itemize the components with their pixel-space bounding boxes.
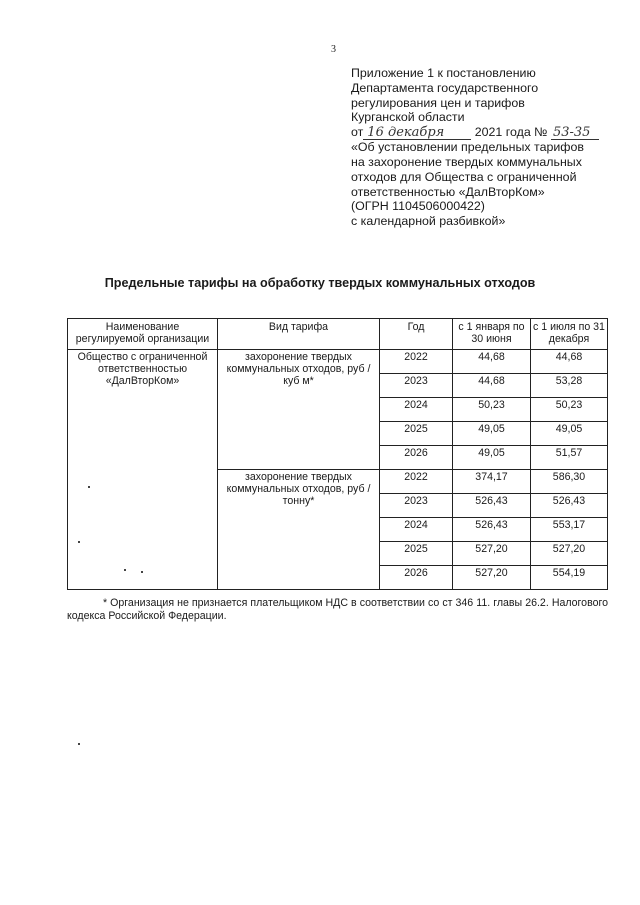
value-cell: 44,68 bbox=[453, 350, 531, 374]
header-year: Год bbox=[380, 319, 453, 350]
scan-speck bbox=[78, 743, 80, 745]
scan-speck bbox=[88, 486, 90, 488]
value-cell: 526,43 bbox=[453, 518, 531, 542]
header-organization: Наименование регулируемой организации bbox=[68, 319, 218, 350]
scan-speck bbox=[78, 541, 80, 543]
handwritten-date: 16 декабря bbox=[363, 127, 471, 140]
tariff-type-tonne: захоронение твердых коммунальных отходов, руб /тонну* bbox=[218, 470, 380, 590]
footnote: * Организация не признается плательщиком НДС в соответствии со ст 346 11. главы 26.2. Налогового кодекса Российской Федерации. bbox=[67, 597, 608, 622]
value-cell: 374,17 bbox=[453, 470, 531, 494]
organization-name: Общество с ограниченной ответственностью «ДалВторКом» bbox=[68, 350, 218, 590]
value-cell: 53,28 bbox=[531, 374, 608, 398]
header-first-half: с 1 января по 30 июня bbox=[453, 319, 531, 350]
value-cell: 44,68 bbox=[453, 374, 531, 398]
year-cell: 2023 bbox=[380, 494, 453, 518]
appendix-line: с календарной разбивкой» bbox=[351, 214, 506, 229]
year-cell: 2022 bbox=[380, 350, 453, 374]
appendix-line: (ОГРН 1104506000422) bbox=[351, 199, 485, 214]
year-cell: 2025 bbox=[380, 542, 453, 566]
value-cell: 51,57 bbox=[531, 446, 608, 470]
appendix-block bbox=[351, 66, 621, 229]
year-text: 2021 года № bbox=[474, 125, 548, 140]
value-cell: 527,20 bbox=[453, 566, 531, 590]
header-second-half: с 1 июля по 31 декабря bbox=[531, 319, 608, 350]
value-cell: 50,23 bbox=[453, 398, 531, 422]
appendix-line: Департамента государственного bbox=[351, 80, 539, 95]
value-cell: 49,05 bbox=[531, 422, 608, 446]
year-cell: 2024 bbox=[380, 518, 453, 542]
value-cell: 50,23 bbox=[531, 398, 608, 422]
appendix-line: на захоронение твердых коммунальных bbox=[351, 154, 582, 169]
value-cell: 49,05 bbox=[453, 422, 531, 446]
scan-speck bbox=[124, 569, 126, 571]
year-cell: 2024 bbox=[380, 398, 453, 422]
value-cell: 527,20 bbox=[453, 542, 531, 566]
from-prefix: от bbox=[351, 125, 364, 140]
value-cell: 554,19 bbox=[531, 566, 608, 590]
appendix-line: ответственностью «ДалВторКом» bbox=[351, 184, 545, 199]
value-cell: 553,17 bbox=[531, 518, 608, 542]
value-cell: 527,20 bbox=[531, 542, 608, 566]
page-number: 3 bbox=[331, 44, 336, 55]
document-title: Предельные тарифы на обработку твердых коммунальных отходов bbox=[104, 276, 536, 290]
handwritten-number: 53-35 bbox=[551, 127, 599, 140]
table-header-row bbox=[68, 319, 608, 350]
appendix-line: «Об установлении предельных тарифов bbox=[351, 140, 584, 155]
value-cell: 526,43 bbox=[453, 494, 531, 518]
scan-speck bbox=[141, 571, 143, 573]
value-cell: 49,05 bbox=[453, 446, 531, 470]
year-cell: 2022 bbox=[380, 470, 453, 494]
year-cell: 2025 bbox=[380, 422, 453, 446]
appendix-line: Приложение 1 к постановлению bbox=[351, 66, 536, 80]
appendix-date-line bbox=[351, 125, 621, 140]
appendix-line: Курганской области bbox=[351, 110, 465, 125]
header-tariff-type: Вид тарифа bbox=[218, 319, 380, 350]
year-cell: 2026 bbox=[380, 566, 453, 590]
year-cell: 2026 bbox=[380, 446, 453, 470]
appendix-line: регулирования цен и тарифов bbox=[351, 95, 525, 110]
value-cell: 44,68 bbox=[531, 350, 608, 374]
year-cell: 2023 bbox=[380, 374, 453, 398]
value-cell: 526,43 bbox=[531, 494, 608, 518]
tariffs-table bbox=[67, 318, 608, 590]
tariff-type-cubic: захоронение твердых коммунальных отходов, руб /куб м* bbox=[218, 350, 380, 470]
appendix-line: отходов для Общества с ограниченной bbox=[351, 169, 577, 184]
table-row bbox=[68, 350, 608, 374]
value-cell: 586,30 bbox=[531, 470, 608, 494]
